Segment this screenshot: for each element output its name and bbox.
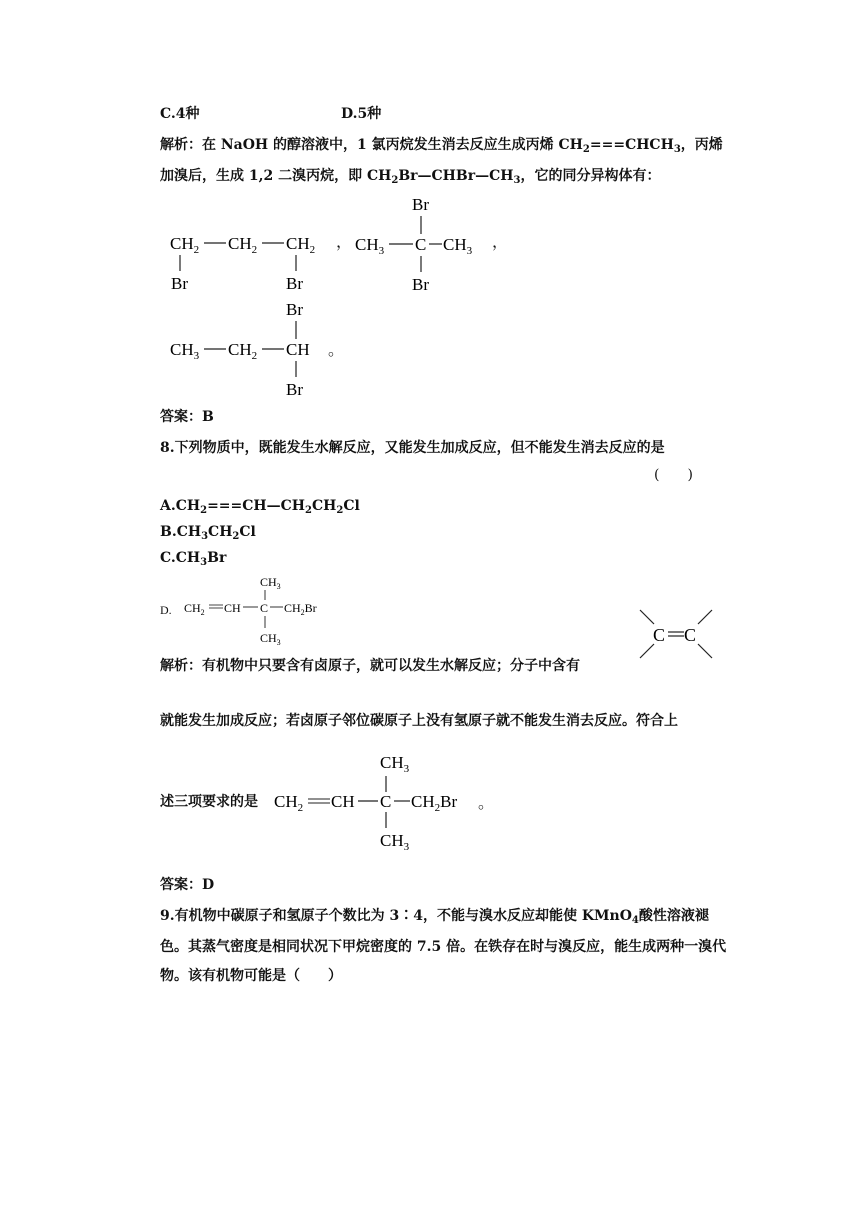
iso2-ch3-right: $CH_3$ (443, 235, 473, 257)
iso1-ch2-c: $CH_2$ (286, 234, 316, 256)
iso2-c: C (415, 235, 427, 254)
d-ch2: $CH_2$ (184, 601, 205, 617)
iso1-ch2-b: $CH_2$ (228, 234, 258, 256)
iso1-br-a: Br (171, 274, 188, 293)
q7-analysis-line1: 解析：在 NaOH 的醇溶液中，1 氯丙烷发生消去反应生成丙烯 $CH_2===CHCH_3$，丙烯 (160, 137, 723, 155)
q8-analysis-structure (272, 748, 472, 852)
s-ch: CH (331, 792, 355, 811)
iso3-end: 。 (328, 340, 345, 359)
iso2-br-bottom: Br (412, 275, 429, 294)
iso1-separator: ， (336, 232, 353, 251)
d-ch2br: $CH_2Br$ (284, 601, 317, 617)
q8-analysis-end: 。 (478, 793, 495, 812)
iso2-br-top: Br (412, 195, 429, 214)
s-ch3-bottom: $CH_3$ (380, 831, 410, 852)
q8-option-c: $C.CH_3Br$ (160, 550, 227, 568)
s-c: C (380, 792, 392, 811)
s-ch2br: $CH_2Br$ (411, 792, 458, 814)
iso2-ch3-left: $CH_3$ (355, 235, 385, 257)
iso3-ch: CH (286, 340, 310, 359)
d-ch: CH (224, 601, 241, 615)
q8-analysis-line2: 就能发生加成反应；若卤原子邻位碳原子上没有氢原子就不能发生消去反应。符合上 (160, 713, 678, 729)
alkene-c2: C (684, 625, 697, 645)
d-ch3-top: $CH_3$ (260, 575, 281, 591)
q8-option-d-structure (182, 572, 342, 646)
q9-line1: 9.有机物中碳原子和氢原子个数比为 3∶4，不能与溴水反应却能使 KMnO$_4$酸性溶液褪 (160, 908, 709, 926)
isomer-2-structure (352, 190, 502, 296)
q8-analysis-line3: 述三项要求的是 (160, 794, 258, 810)
iso3-ch3: $CH_3$ (170, 340, 200, 362)
s-ch3-top: $CH_3$ (380, 753, 410, 775)
q8-option-d-label: D. (160, 603, 172, 617)
alkene-double-bond-diagram (636, 606, 716, 662)
iso1-ch2-a: $CH_2$ (170, 234, 200, 256)
iso3-br-bottom: Br (286, 380, 303, 399)
q7-answer: 答案：B (160, 409, 214, 425)
iso3-br-top: Br (286, 300, 303, 319)
q8-analysis-line1: 解析：有机物中只要含有卤原子，就可以发生水解反应；分子中含有 (160, 658, 580, 674)
option-d: D.5种 (341, 106, 382, 122)
q8-answer: 答案：D (160, 877, 215, 893)
q8-option-a: $A.CH_2===CH—CH_2CH_2Cl$ (160, 498, 360, 516)
q9-line3: 物。该有机物可能是（ ） (160, 968, 342, 984)
isomer-1-structure (168, 225, 358, 295)
iso1-br-b: Br (286, 274, 303, 293)
iso3-ch2: $CH_2$ (228, 340, 258, 362)
q9-line2: 色。其蒸气密度是相同状况下甲烷密度的 7.5 倍。在铁存在时与溴反应，能生成两种一溴代 (160, 939, 727, 955)
d-c: C (260, 601, 269, 615)
q8-option-b: $B.CH_3CH_2Cl$ (160, 524, 256, 542)
q8-paren: ( ) (654, 467, 693, 483)
d-ch3-bottom: $CH_3$ (260, 631, 281, 646)
alkene-c1: C (653, 625, 666, 645)
option-c: C.4种 (160, 106, 200, 122)
q7-analysis-line2: 加溴后，生成 1,2 二溴丙烷，即 $CH_2Br—CHBr—CH_3$，它的同分异构体有： (160, 168, 661, 186)
s-ch2: $CH_2$ (274, 792, 304, 814)
iso2-separator: ， (492, 232, 509, 251)
q8-stem: 8.下列物质中，既能发生水解反应，又能发生加成反应，但不能发生消去反应的是 (160, 440, 665, 456)
